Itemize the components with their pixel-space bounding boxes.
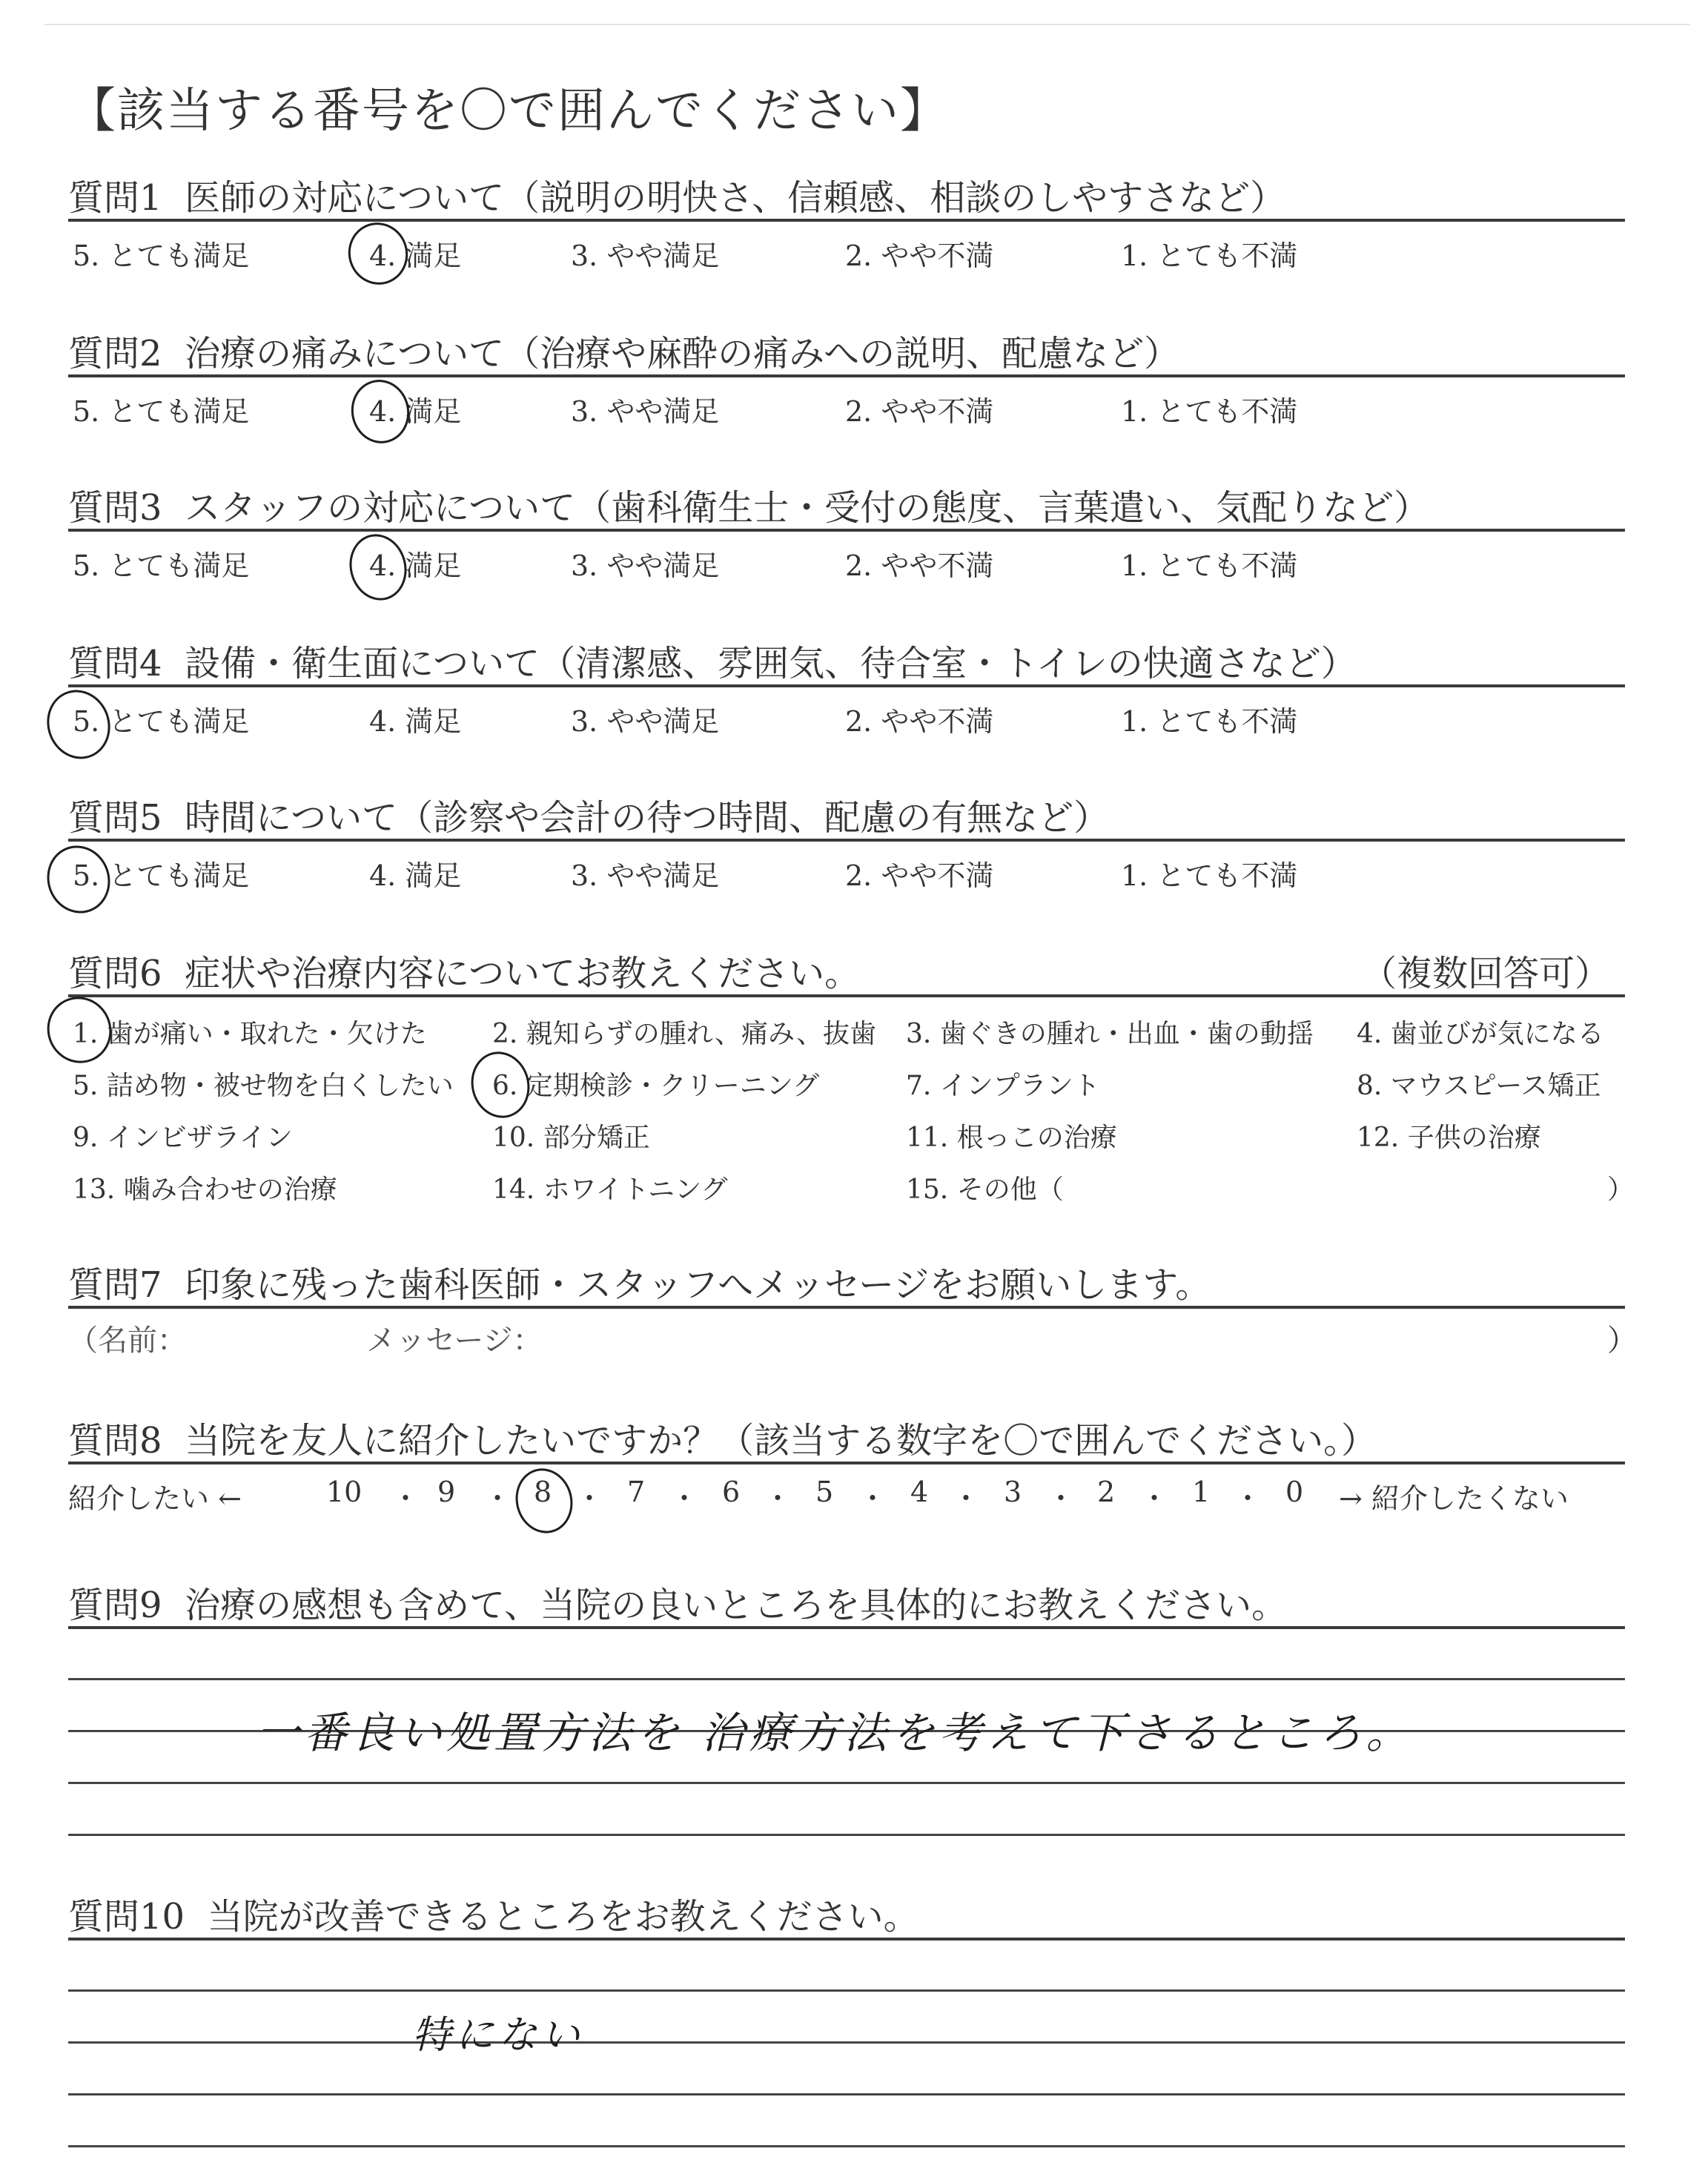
selection-circle (38, 836, 119, 922)
question-text: 症状や治療内容についてお教えください。 (185, 953, 861, 994)
scale-separator: ・ (764, 1482, 792, 1515)
symptom-option-12[interactable]: 12. 子供の治療 (1357, 1123, 1541, 1153)
option-2[interactable]: 2. やや不満 (845, 549, 994, 582)
symptom-option-14[interactable]: 14. ホワイトニング (492, 1175, 728, 1205)
question-label: 質問10 (68, 1896, 185, 1938)
option-1[interactable]: 1. とても不満 (1121, 395, 1298, 428)
selection-circle (340, 215, 416, 293)
scale-9[interactable]: 9 (437, 1476, 456, 1508)
scale-separator: ・ (483, 1482, 512, 1515)
scale-4[interactable]: 4 (910, 1476, 929, 1508)
question-heading (68, 325, 1179, 376)
question-rule (68, 219, 1625, 222)
question-label: 質問1 (68, 177, 162, 219)
symptom-option-10[interactable]: 10. 部分矯正 (492, 1123, 650, 1153)
scale-3[interactable]: 3 (1004, 1476, 1022, 1508)
symptom-option-1[interactable]: 1. 歯が痛い・取れた・欠けた (73, 1019, 427, 1049)
scale-separator: ・ (952, 1482, 981, 1515)
option-4[interactable]: 4. 満足 (369, 705, 462, 738)
question-heading (68, 479, 1429, 530)
question-label: 質問6 (68, 953, 162, 994)
writing-line (68, 1678, 1625, 1680)
option-4[interactable]: 4. 満足 (369, 859, 462, 892)
option-5[interactable]: 5. とても満足 (73, 395, 250, 428)
option-1[interactable]: 1. とても不満 (1121, 549, 1298, 582)
question-heading (68, 1412, 1377, 1463)
option-3[interactable]: 3. やや満足 (571, 859, 720, 892)
option-3[interactable]: 3. やや満足 (571, 549, 720, 582)
multiple-answer-note: （複数回答可） (1361, 953, 1611, 994)
selection-circle (345, 374, 415, 449)
question-rule (68, 1462, 1625, 1464)
question-label: 質問4 (68, 643, 162, 684)
other-close-paren: ） (1607, 1175, 1635, 1205)
question-rule (68, 374, 1625, 377)
scale-8[interactable]: 8 (534, 1476, 552, 1508)
option-5[interactable]: 5. とても満足 (73, 859, 250, 892)
symptom-option-11[interactable]: 11. 根っこの治療 (906, 1123, 1117, 1153)
writing-line (68, 2145, 1625, 2147)
question-rule (68, 529, 1625, 532)
option-1[interactable]: 1. とても不満 (1121, 705, 1298, 738)
selection-circle (36, 986, 122, 1074)
selection-circle (464, 1045, 537, 1124)
scale-separator: ・ (858, 1482, 887, 1515)
symptom-option-8[interactable]: 8. マウスピース矯正 (1357, 1071, 1601, 1101)
scale-1[interactable]: 1 (1192, 1476, 1211, 1508)
selection-circle (342, 528, 414, 607)
option-1[interactable]: 1. とても不満 (1121, 240, 1298, 272)
question-label: 質問3 (68, 487, 162, 529)
question-text: 印象に残った歯科医師・スタッフへメッセージをお願いします。 (185, 1264, 1211, 1306)
symptom-option-2[interactable]: 2. 親知らずの腫れ、痛み、抜歯 (492, 1019, 877, 1049)
question-rule (68, 839, 1625, 842)
question-text: 設備・衛生面について（清潔感、雰囲気、待合室・トイレの快適さなど） (185, 643, 1357, 684)
question-text: 治療の感想も含めて、当院の良いところを具体的にお教えください。 (185, 1585, 1288, 1626)
option-4[interactable]: 4. 満足 (369, 240, 462, 272)
recommend-left-label: 紹介したい ← (68, 1482, 242, 1515)
question-rule (68, 1938, 1625, 1941)
scale-0[interactable]: 0 (1285, 1476, 1304, 1508)
writing-line (68, 1782, 1625, 1784)
question-rule (68, 994, 1625, 997)
question-rule (68, 684, 1625, 687)
scale-7[interactable]: 7 (627, 1476, 646, 1508)
symptom-option-5[interactable]: 5. 詰め物・被せ物を白くしたい (73, 1071, 454, 1101)
option-5[interactable]: 5. とても満足 (73, 705, 250, 738)
question-label: 質問2 (68, 333, 162, 374)
option-5[interactable]: 5. とても満足 (73, 240, 250, 272)
scale-2[interactable]: 2 (1097, 1476, 1116, 1508)
name-label: （名前： (68, 1324, 187, 1358)
option-2[interactable]: 2. やや不満 (845, 859, 994, 892)
question-heading (68, 945, 860, 996)
scale-separator: ・ (1047, 1482, 1076, 1515)
question-heading (68, 789, 1109, 840)
option-2[interactable]: 2. やや不満 (845, 395, 994, 428)
scale-separator: ・ (391, 1482, 420, 1515)
scale-separator: ・ (1140, 1482, 1169, 1515)
scale-separator: ・ (1234, 1482, 1262, 1515)
selection-circle (37, 681, 119, 767)
question-text: 治療の痛みについて（治療や麻酔の痛みへの説明、配慮など） (185, 333, 1180, 374)
question-heading (68, 1576, 1287, 1628)
question-text: 当院が改善できるところをお教えください。 (207, 1896, 919, 1938)
symptom-option-3[interactable]: 3. 歯ぐきの腫れ・出血・歯の動揺 (906, 1019, 1314, 1049)
option-2[interactable]: 2. やや不満 (845, 705, 994, 738)
symptom-option-7[interactable]: 7. インプラント (906, 1071, 1100, 1101)
scale-10[interactable]: 10 (326, 1476, 363, 1508)
recommend-right-label: → 紹介したくない (1339, 1482, 1569, 1515)
scale-separator: ・ (575, 1482, 604, 1515)
scale-6[interactable]: 6 (722, 1476, 741, 1508)
question-heading (68, 1256, 1211, 1307)
scale-separator: ・ (670, 1482, 699, 1515)
top-border (44, 24, 1690, 25)
symptom-option-13[interactable]: 13. 噛み合わせの治療 (73, 1175, 337, 1205)
symptom-option-9[interactable]: 9. インビザライン (73, 1123, 293, 1153)
question-text: 当院を友人に紹介したいですか？（該当する数字を〇で囲んでください。） (185, 1420, 1377, 1462)
question-rule (68, 1626, 1625, 1629)
selection-circle (509, 1462, 580, 1540)
scale-5[interactable]: 5 (815, 1476, 834, 1508)
question-text: スタッフの対応について（歯科衛生士・受付の態度、言葉遣い、気配りなど） (185, 487, 1430, 529)
message-close-paren: ） (1607, 1324, 1637, 1358)
writing-line (68, 1834, 1625, 1836)
question-heading (68, 635, 1357, 686)
option-2[interactable]: 2. やや不満 (845, 240, 994, 272)
question-text: 時間について（診察や会計の待つ時間、配慮の有無など） (185, 797, 1110, 839)
option-3[interactable]: 3. やや満足 (571, 395, 720, 428)
symptom-option-6[interactable]: 6. 定期検診・クリーニング (492, 1071, 820, 1101)
message-label: メッセージ： (366, 1324, 543, 1358)
writing-line (68, 2093, 1625, 2095)
option-3[interactable]: 3. やや満足 (571, 705, 720, 738)
page-title: 【該当する番号を〇で囲んでください】 (68, 84, 949, 139)
writing-line (68, 2041, 1625, 2044)
option-4[interactable]: 4. 満足 (369, 549, 462, 582)
option-1[interactable]: 1. とても不満 (1121, 859, 1298, 892)
question-label: 質問5 (68, 797, 162, 839)
question-label: 質問9 (68, 1585, 162, 1626)
option-5[interactable]: 5. とても満足 (73, 549, 250, 582)
question-rule (68, 1306, 1625, 1309)
question-heading (68, 1888, 919, 1939)
question-label: 質問8 (68, 1420, 162, 1462)
question-heading (68, 169, 1285, 220)
symptom-option-4[interactable]: 4. 歯並びが気になる (1357, 1019, 1604, 1049)
symptom-option-15[interactable]: 15. その他（ (906, 1175, 1064, 1205)
option-3[interactable]: 3. やや満足 (571, 240, 720, 272)
handwritten-answer[interactable]: 特にない (412, 2013, 585, 2058)
option-4[interactable]: 4. 満足 (369, 395, 462, 428)
question-label: 質問7 (68, 1264, 162, 1306)
question-text: 医師の対応について（説明の明快さ、信頼感、相談のしやすさなど） (185, 177, 1286, 219)
writing-line (68, 1989, 1625, 1992)
handwritten-answer[interactable]: 一番良い処置方法を 治療方法を考えて下さるところ。 (256, 1708, 1414, 1758)
